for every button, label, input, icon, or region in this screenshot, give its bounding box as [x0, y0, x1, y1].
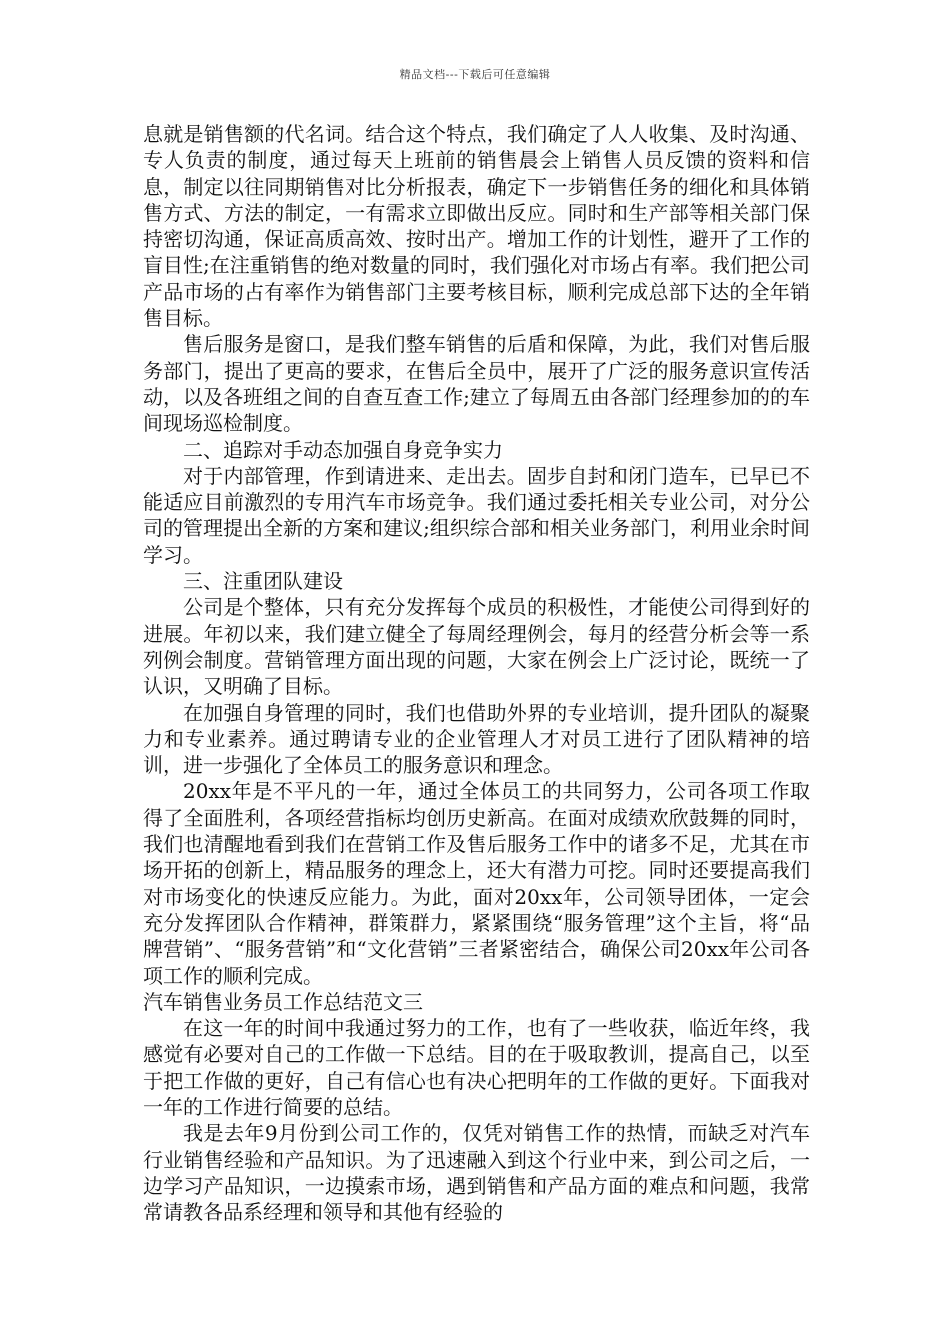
page-header: 精品文档---下载后可任意编辑 [399, 68, 551, 81]
paragraph-company-whole: 公司是个整体，只有充分发挥每个成员的积极性，才能使公司得到好的进展。年初以来，我们建立健全了每周经理例会，每月的经营分析会等一系列例会制度。营销管理方面出现的问题，大家在例会上广泛讨论，既统一了认识，又明确了目标。 [143, 595, 810, 699]
paragraph-internal-management: 对于内部管理，作到请进来、走出去。固步自封和闭门造车，已早已不能适应目前激烈的专用汽车市场竞争。我们通过委托相关专业公司，对分公司的管理提出全新的方案和建议;组织综合部和相关业务部门，利用业余时间学习。 [143, 463, 810, 567]
paragraph-year-summary: 20xx年是不平凡的一年，通过全体员工的共同努力，公司各项工作取得了全面胜利，各项经营指标均创历史新高。在面对成绩欢欣鼓舞的同时，我们也清醒地看到我们在营销工作及售后服务工作中的诸多不足，尤其在市场开拓的创新上，精品服务的理念上，还大有潜力可挖。同时还要提高我们对市场变化的快速反应能力。为此，面对20xx年，公司领导团体，一定会充分发挥团队合作精神，群策群力，紧紧围绕“服务管理”这个主旨，将“品牌营销”、“服务营销”和“文化营销”三者紧密结合，确保公司20xx年公司各项工作的顺利完成。 [143, 779, 810, 988]
paragraph-joined-company: 我是去年9月份到公司工作的，仅凭对销售工作的热情，而缺乏对汽车行业销售经验和产品知识。为了迅速融入到这个行业中来，到公司之后，一边学习产品知识，一边摸索市场，遇到销售和产品方面的难点和问题，我常常请教各品系经理和领导和其他有经验的 [143, 1121, 810, 1225]
paragraph-continuation: 息就是销售额的代名词。结合这个特点，我们确定了人人收集、及时沟通、专人负责的制度，通过每天上班前的销售晨会上销售人员反馈的资料和信息，制定以往同期销售对比分析报表，确定下一步销售任务的细化和具体销售方式、方法的制定，一有需求立即做出反应。同时和生产部等相关部门保持密切沟通，保证高质高效、按时出产。增加工作的计划性，避开了工作的盲目性;在注重销售的绝对数量的同时，我们强化对市场占有率。我们把公司产品市场的占有率作为销售部门主要考核目标，顺利完成总部下达的全年销售目标。 [143, 122, 810, 331]
paragraph-training: 在加强自身管理的同时，我们也借助外界的专业培训，提升团队的凝聚力和专业素养。通过聘请专业的企业管理人才对员工进行了团队精神的培训，进一步强化了全体员工的服务意识和理念。 [143, 700, 810, 778]
paragraph-after-sales-service: 售后服务是窗口，是我们整车销售的后盾和保障，为此，我们对售后服务部门，提出了更高的要求，在售后全员中，展开了广泛的服务意识宣传活动，以及各班组之间的自查互查工作;建立了每周五由各部门经理参加的的车间现场巡检制度。 [143, 332, 810, 436]
section-heading-team-building: 三、注重团队建设 [183, 569, 343, 594]
section-heading-competition: 二、追踪对手动态加强自身竞争实力 [183, 437, 503, 462]
document-section-title: 汽车销售业务员工作总结范文三 [143, 989, 423, 1014]
document-body [143, 121, 810, 1225]
paragraph-intro-summary: 在这一年的时间中我通过努力的工作，也有了一些收获，临近年终，我感觉有必要对自己的工作做一下总结。目的在于吸取教训，提高自己，以至于把工作做的更好，自己有信心也有决心把明年的工作做的更好。下面我对一年的工作进行简要的总结。 [143, 1016, 810, 1119]
